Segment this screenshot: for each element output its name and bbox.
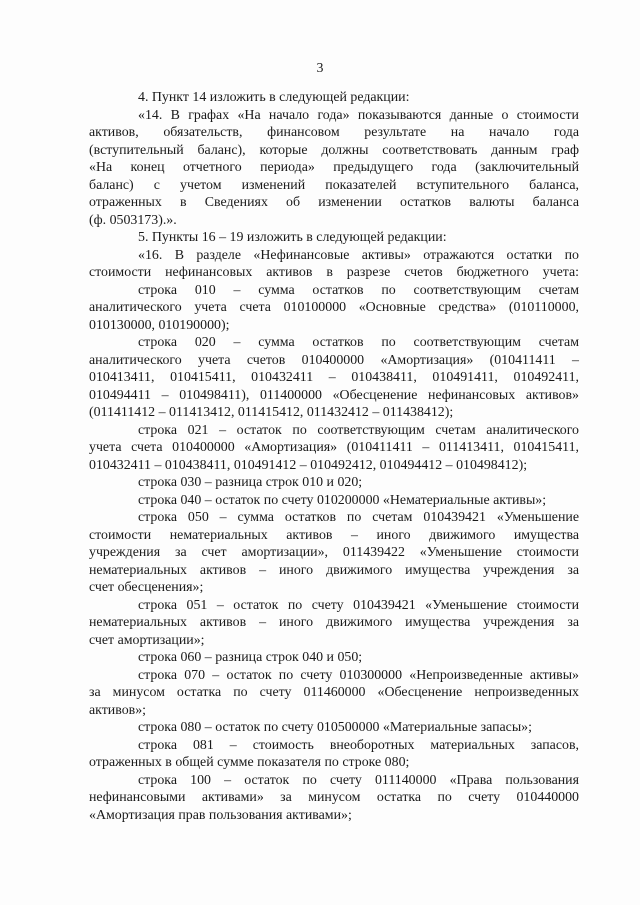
text-line: учреждения за счет амортизации», 011439422 «Уменьшение стоимости [89,545,579,560]
text-line: «14. В графах «На начало года» показываются данные о стоимости [138,107,579,123]
text-line: 4. Пункт 14 изложить в следующей редакции: [138,90,410,105]
text-line: учета счета 010400000 «Амортизация» (010411411 – 011413411, 010415411, [89,440,579,455]
text-line: (вступительный баланс), которые должны соответствовать данным граф [89,142,579,158]
text-line: нематериальных активов – иного движимого имущества учреждения за [89,615,579,630]
text-line: 5. Пункты 16 – 19 изложить в следующей редакции: [138,230,447,245]
text-line: баланс) с учетом изменений показателей вступительного баланса, [89,177,579,193]
document-body [89,89,579,824]
text-line: аналитического учета счета 010100000 «Основные средства» (010110000, [89,300,579,315]
text-line: нефинансовыми активами» за минусом остатка по счету 010440000 [89,790,579,805]
text-line: строка 070 – остаток по счету 010300000 «Непроизведенные активы» [138,667,579,683]
text-line: аналитического учета счетов 010400000 «Амортизация» (010411411 – [89,352,579,368]
text-line: 010130000, 010190000); [89,317,230,333]
text-line: «16. В разделе «Нефинансовые активы» отражаются остатки по [138,247,579,263]
text-line: нематериальных активов – иного движимого имущества учреждения за [89,562,579,578]
text-line: 010494411 – 010498411), 011400000 «Обесценение нефинансовых активов» [89,387,579,403]
text-line: 010432411 – 010438411, 010491412 – 010492412, 010494412 – 010498412); [89,457,528,473]
text-line: строка 081 – стоимость внеоборотных материальных запасов, [138,737,579,753]
text-line: строка 060 – разница строк 040 и 050; [138,650,363,665]
text-line: счет обесценения»; [89,580,204,595]
text-line: строка 050 – сумма остатков по счетам 010439421 «Уменьшение [138,510,579,525]
text-line: активов»; [89,702,147,718]
text-line: счет амортизации»; [89,632,205,648]
text-line: строка 080 – остаток по счету 010500000 «Материальные запасы»; [138,720,532,735]
text-line: «На конец отчетного периода» предыдущего года (заключительный [89,160,579,175]
text-line: активов, обязательств, финансовом результате на начало года [89,125,579,140]
text-line: 010413411, 010415411, 010432411 – 010438411, 010491411, 010492411, [89,370,579,385]
text-line: строка 030 – разница строк 010 и 020; [138,475,363,490]
text-line: «Амортизация прав пользования активами»; [89,807,352,823]
text-line: строка 100 – остаток по счету 011140000 «Права пользования [138,772,579,788]
text-line: строка 021 – остаток по соответствующим счетам аналитического [138,422,579,438]
text-line: отраженных в Сведениях об изменении остатков валюты баланса [89,195,579,210]
text-line: за минусом остатка по счету 011460000 «Обесценение непроизведенных [89,685,579,700]
text-line: строка 020 – сумма остатков по соответствующим счетам [138,335,579,350]
page-number: 3 [316,61,324,76]
text-line: стоимости нематериальных активов – иного движимого имущества [89,527,579,543]
text-line: стоимости нефинансовых активов в разрезе счетов бюджетного учета: [89,265,579,280]
text-line: строка 010 – сумма остатков по соответствующим счетам [138,282,579,298]
text-line: (011411412 – 011413412, 011415412, 011432412 – 011438412); [89,405,454,420]
text-line: строка 051 – остаток по счету 010439421 «Уменьшение стоимости [138,597,579,613]
text-line: строка 040 – остаток по счету 010200000 «Нематериальные активы»; [138,492,547,508]
text-line: отраженных в общей сумме показателя по строке 080; [89,755,410,770]
text-line: (ф. 0503173).». [89,212,177,228]
